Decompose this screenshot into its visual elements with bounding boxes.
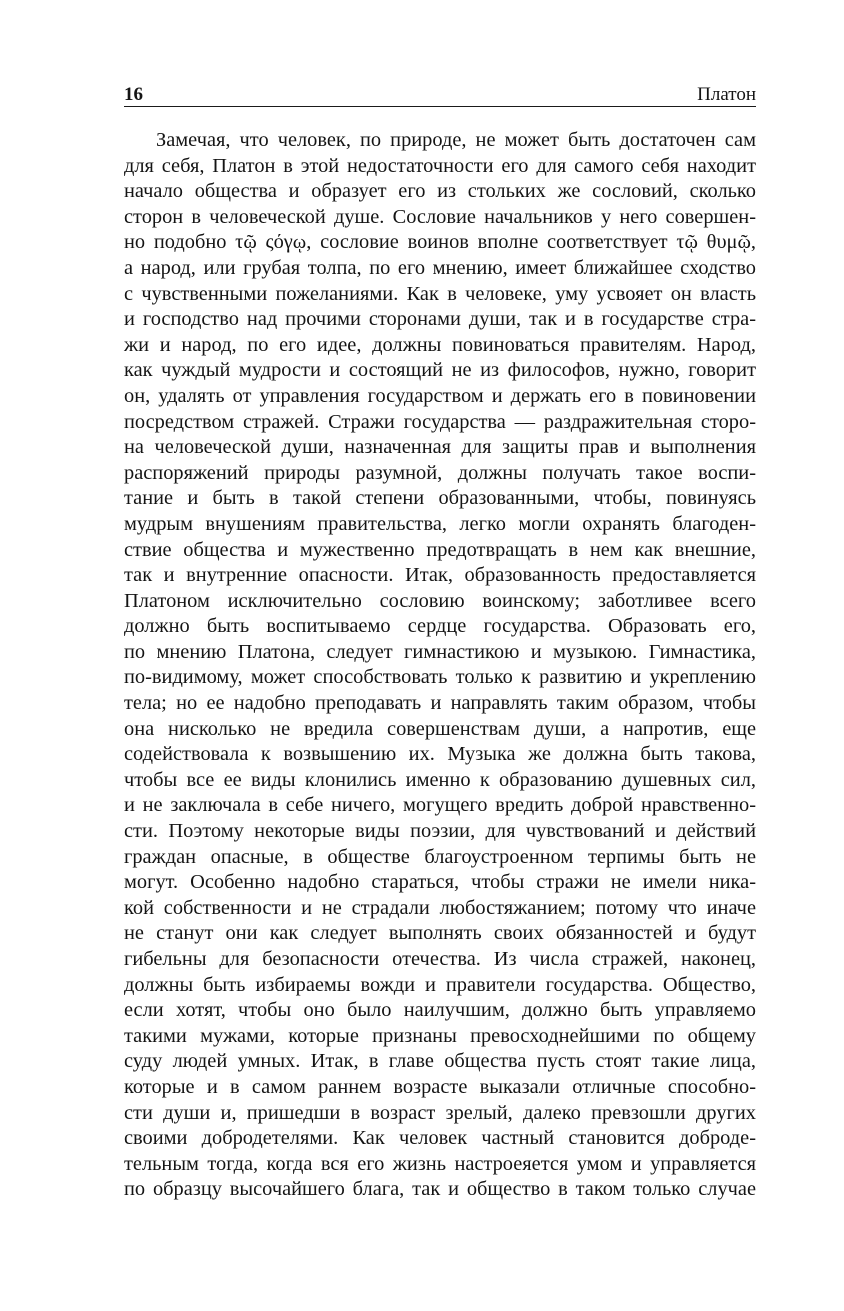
text-line: мудрым внушениям правительства, легко могли охранять благоден- (124, 512, 756, 535)
body-paragraph (124, 128, 756, 1203)
text-line: и не заключала в себе ничего, могущего вредить доброй нравственно- (124, 794, 756, 817)
text-line: для себя, Платон в этой недостаточности его для самого себя находит (124, 154, 756, 177)
text-line: если хотят, чтобы оно было наилучшим, должно быть управляемо (124, 999, 756, 1022)
text-line: своими добродетелями. Как человек частный становится доброде- (124, 1127, 756, 1150)
text-line: сти. Поэтому некоторые виды поэзии, для чувствований и действий (124, 820, 756, 843)
text-line: не станут они как следует выполнять своих обязанностей и будут (124, 922, 756, 945)
text-line: тельным тогда, когда вся его жизнь настроеяется умом и управляется (124, 1152, 756, 1175)
text-line: кой собственности и не страдали любостяжанием; потому что иначе (124, 896, 756, 919)
text-line: Замечая, что человек, по природе, не может быть достаточен сам (156, 129, 756, 151)
text-line: гибельны для безопасности отечества. Из числа стражей, наконец, (124, 948, 756, 970)
text-line: которые и в самом раннем возрасте выказали отличные способно- (124, 1075, 756, 1098)
text-line: жи и народ, по его идее, должны повиноваться правителям. Народ, (124, 333, 756, 356)
page-number: 16 (124, 84, 143, 105)
text-line: посредством стражей. Стражи государства — раздражительная сторо- (124, 410, 756, 433)
running-title: Платон (697, 84, 756, 105)
text-line: Платоном исключительно сословию воинскому; заботливее всего (124, 589, 756, 612)
text-line: суду людей умных. Итак, в главе общества пусть стоят такие лица, (124, 1050, 756, 1073)
running-head (124, 84, 756, 107)
text-line: по мнению Платона, следует гимнастикою и музыкою. Гимнастика, (124, 640, 756, 663)
text-line: по-видимому, может способствовать только к развитию и укреплению (124, 666, 756, 689)
text-line: начало общества и образует его из стольких же сословий, сколько (124, 180, 756, 203)
text-line: по образцу высочайшего блага, так и общество в таком только случае (124, 1178, 756, 1201)
text-line: граждан опасные, в обществе благоустроенном терпимы быть не (124, 845, 756, 868)
text-line: сти души и, пришедши в возраст зрелый, далеко превзошли других (124, 1101, 756, 1124)
text-line: как чуждый мудрости и состоящий не из философов, нужно, говорит (124, 359, 756, 382)
text-line: так и внутренние опасности. Итак, образованность предоставляется (124, 564, 756, 587)
text-line: с чувственными пожеланиями. Как в человеке, уму усвояет он власть (124, 282, 756, 305)
text-line: она нисколько не вредила совершенствам души, а напротив, еще (124, 717, 756, 740)
text-line: но подобно τῷ ςόγῳ, сословие воинов вполне соответствует τῷ θυμῷ, (124, 231, 756, 254)
text-line: а народ, или грубая толпа, по его мнению, имеет ближайшее сходство (124, 256, 756, 279)
text-line: чтобы все ее виды клонились именно к образованию душевных сил, (124, 768, 756, 791)
text-line: тание и быть в такой степени образованными, чтобы, повинуясь (124, 487, 756, 510)
text-line: тела; но ее надобно преподавать и направлять таким образом, чтобы (124, 692, 756, 715)
text-line: он, удалять от управления государством и держать его в повиновении (124, 384, 756, 407)
text-line: содействовала к возвышению их. Музыка же должна быть такова, (124, 743, 756, 766)
text-line: такими мужами, которые признаны превосходнейшими по общему (124, 1024, 756, 1047)
text-line: должны быть избираемы вожди и правители государства. Общество, (124, 973, 756, 996)
text-line: могут. Особенно надобно стараться, чтобы стражи не имели ника- (124, 871, 756, 894)
text-line: и господство над прочими сторонами души, так и в государстве стра- (124, 308, 756, 331)
text-line: распоряжений природы разумной, должны получать такое воспи- (124, 461, 756, 484)
text-line: должно быть воспитываемо сердце государства. Образовать его, (124, 615, 756, 638)
text-line: сторон в человеческой душе. Сословие начальников у него совершен- (124, 205, 756, 228)
text-line: на человеческой души, назначенная для защиты прав и выполнения (124, 436, 756, 459)
text-line: ствие общества и мужественно предотвращать в нем как внешние, (124, 538, 756, 561)
